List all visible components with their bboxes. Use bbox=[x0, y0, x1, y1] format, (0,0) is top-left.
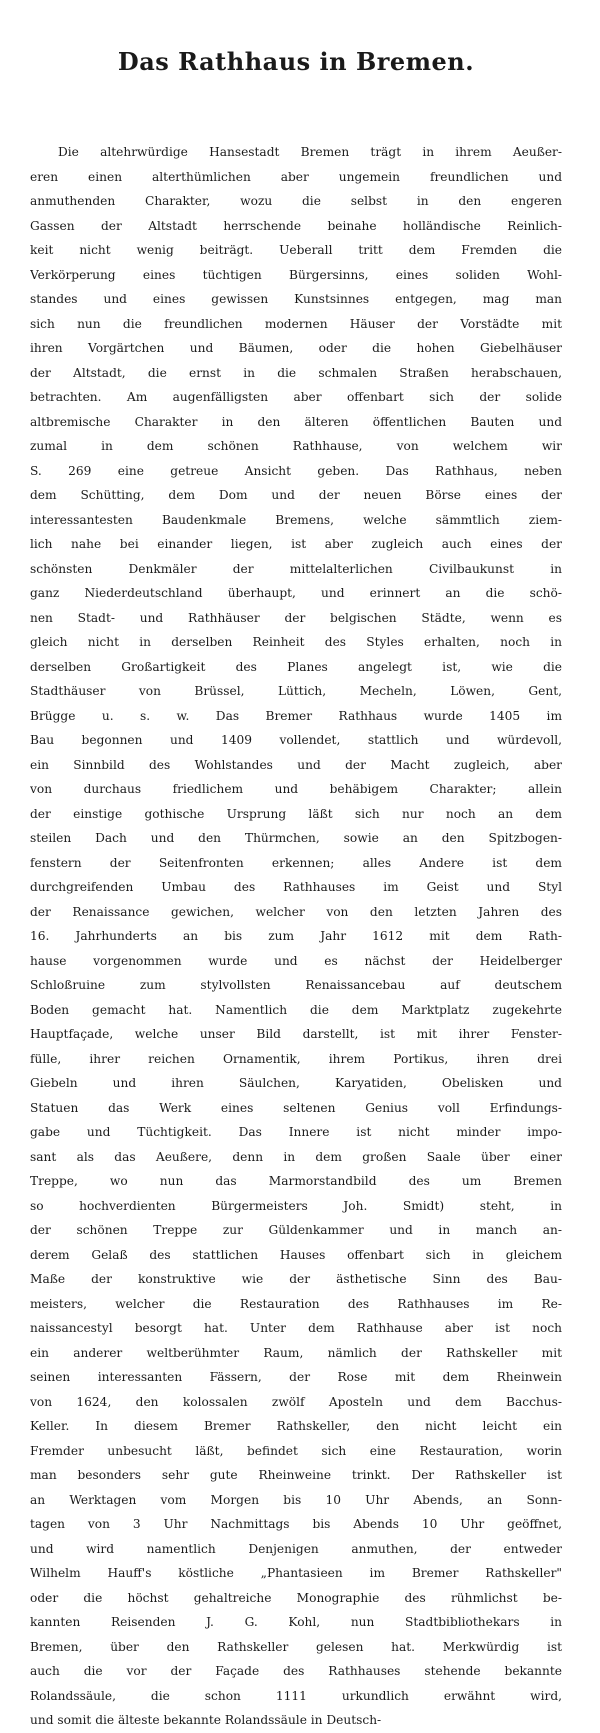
text-line: Gassen der Altstadt herrschende beinahe holländische Reinlich- bbox=[30, 218, 562, 233]
text-line: meisters, welcher die Restauration des Rathhauses im Re- bbox=[30, 1296, 562, 1311]
text-line: hause vorgenommen wurde und es nächst der Heidelberger bbox=[30, 953, 562, 968]
text-line: derselben Großartigkeit des Planes angelegt ist, wie die bbox=[30, 659, 562, 674]
text-line: der Altstadt, die ernst in die schmalen Straßen herabschauen, bbox=[30, 365, 562, 380]
text-line: interessantesten Baudenkmale Bremens, welche sämmtlich ziem- bbox=[30, 512, 562, 527]
text-line: 16. Jahrhunderts an bis zum Jahr 1612 mit dem Rath- bbox=[30, 929, 562, 943]
article-title: Das Rathhaus in Bremen. bbox=[117, 47, 475, 76]
text-line: Schloßruine zum stylvollsten Renaissancebau auf deutschem bbox=[30, 978, 562, 992]
text-line: Stadthäuser von Brüssel, Lüttich, Mecheln, Löwen, Gent, bbox=[30, 684, 562, 698]
text-line: Boden gemacht hat. Namentlich die dem Marktplatz zugekehrte bbox=[30, 1002, 562, 1017]
text-line: Rolandssäule, die schon 1111 urkundlich erwähnt wird, bbox=[30, 1688, 562, 1703]
text-line: eren einen alterthümlichen aber ungemein freundlichen und bbox=[30, 169, 562, 184]
text-line: gleich nicht in derselben Reinheit des Styles erhalten, noch in bbox=[30, 635, 562, 649]
text-line: Wilhelm Hauff's köstliche „Phantasieen im Bremer Rathskeller" bbox=[30, 1566, 562, 1580]
text-line: und somit die älteste bekannte Rolandssäule in Deutsch- bbox=[30, 1713, 382, 1727]
text-line: Maße der konstruktive wie der ästhetische Sinn des Bau- bbox=[30, 1272, 562, 1286]
text-line: fenstern der Seitenfronten erkennen; alles Andere ist dem bbox=[30, 855, 562, 870]
text-line: Hauptfaçade, welche unser Bild darstellt, ist mit ihrer Fenster- bbox=[30, 1027, 562, 1041]
text-line: so hochverdienten Bürgermeisters Joh. Smidt) steht, in bbox=[30, 1198, 562, 1213]
text-line: oder die höchst gehaltreiche Monographie des rühmlichst be- bbox=[30, 1590, 562, 1605]
text-line: und wird namentlich Denjenigen anmuthen, der entweder bbox=[30, 1541, 562, 1556]
text-line: Verkörperung eines tüchtigen Bürgersinns, eines soliden Wohl- bbox=[30, 267, 562, 282]
text-line: derem Gelaß des stattlichen Hauses offenbart sich in gleichem bbox=[30, 1247, 562, 1262]
text-line: auch die vor der Façade des Rathhauses stehende bekannte bbox=[30, 1664, 562, 1678]
text-line: Bremen, über den Rathskeller gelesen hat. Merkwürdig ist bbox=[30, 1639, 562, 1654]
text-line: Treppe, wo nun das Marmorstandbild des um Bremen bbox=[30, 1174, 562, 1188]
text-line: Giebeln und ihren Säulchen, Karyatiden, Obelisken und bbox=[30, 1076, 562, 1090]
text-line: lich nahe bei einander liegen, ist aber zugleich auch eines der bbox=[30, 537, 562, 551]
text-line: Bau begonnen und 1409 vollendet, stattlich und würdevoll, bbox=[30, 733, 562, 747]
text-line: keit nicht wenig beiträgt. Ueberall tritt dem Fremden die bbox=[30, 243, 562, 257]
text-line: man besonders sehr gute Rheinweine trinkt. Der Rathskeller ist bbox=[30, 1468, 562, 1482]
text-line: der Renaissance gewichen, welcher von den letzten Jahren des bbox=[30, 904, 562, 919]
text-line: von durchaus friedlichem und behäbigem Charakter; allein bbox=[30, 782, 562, 796]
text-line: von 1624, den kolossalen zwölf Aposteln und dem Bacchus- bbox=[30, 1394, 562, 1409]
text-line: seinen interessanten Fässern, der Rose mit dem Rheinwein bbox=[30, 1370, 562, 1384]
text-line: zumal in dem schönen Rathhause, von welchem wir bbox=[30, 439, 562, 453]
text-line: sich nun die freundlichen modernen Häuser der Vorstädte mit bbox=[30, 316, 562, 331]
text-line: Statuen das Werk eines seltenen Genius voll Erfindungs- bbox=[30, 1100, 562, 1115]
article-body bbox=[30, 140, 562, 1733]
text-line: sant als das Aeußere, denn in dem großen Saale über einer bbox=[30, 1149, 562, 1164]
text-line: gabe und Tüchtigkeit. Das Innere ist nicht minder impo- bbox=[30, 1125, 562, 1139]
text-line: nen Stadt- und Rathhäuser der belgischen Städte, wenn es bbox=[30, 610, 562, 625]
text-line: ganz Niederdeutschland überhaupt, und erinnert an die schö- bbox=[30, 586, 562, 600]
text-line: anmuthenden Charakter, wozu die selbst in den engeren bbox=[30, 194, 562, 208]
text-line: durchgreifenden Umbau des Rathhauses im Geist und Styl bbox=[30, 880, 562, 894]
text-line: S. 269 eine getreue Ansicht geben. Das Rathhaus, neben bbox=[30, 463, 562, 478]
text-line: der schönen Treppe zur Güldenkammer und in manch an- bbox=[30, 1223, 562, 1237]
text-line: kannten Reisenden J. G. Kohl, nun Stadtbibliothekars in bbox=[30, 1615, 562, 1629]
text-line: Keller. In diesem Bremer Rathskeller, den nicht leicht ein bbox=[30, 1419, 562, 1433]
text-line: an Werktagen vom Morgen bis 10 Uhr Abends, an Sonn- bbox=[30, 1492, 562, 1507]
text-line: steilen Dach und den Thürmchen, sowie an den Spitzbogen- bbox=[30, 831, 562, 845]
text-line: ihren Vorgärtchen und Bäumen, oder die hohen Giebelhäuser bbox=[30, 341, 562, 355]
text-line: ein anderer weltberühmter Raum, nämlich der Rathskeller mit bbox=[30, 1345, 562, 1360]
text-line: Fremder unbesucht läßt, befindet sich eine Restauration, worin bbox=[30, 1443, 562, 1458]
text-line: Brügge u. s. w. Das Bremer Rathhaus wurde 1405 im bbox=[30, 708, 562, 723]
text-line: schönsten Denkmäler der mittelalterlichen Civilbaukunst in bbox=[30, 561, 562, 576]
text-line: Die altehrwürdige Hansestadt Bremen trägt in ihrem Aeußer- bbox=[58, 145, 562, 159]
text-line: tagen von 3 Uhr Nachmittags bis Abends 10 Uhr geöffnet, bbox=[30, 1517, 562, 1531]
text-line: dem Schütting, dem Dom und der neuen Börse eines der bbox=[30, 488, 562, 502]
text-line: betrachten. Am augenfälligsten aber offenbart sich der solide bbox=[30, 390, 562, 404]
text-line: ein Sinnbild des Wohlstandes und der Macht zugleich, aber bbox=[30, 757, 562, 772]
text-line: fülle, ihrer reichen Ornamentik, ihrem Portikus, ihren drei bbox=[30, 1051, 562, 1066]
text-line: standes und eines gewissen Kunstsinnes entgegen, mag man bbox=[30, 292, 562, 306]
text-line: altbremische Charakter in den älteren öffentlichen Bauten und bbox=[30, 414, 562, 429]
text-line: naissancestyl besorgt hat. Unter dem Rathhause aber ist noch bbox=[30, 1321, 562, 1335]
text-line: der einstige gothische Ursprung läßt sich nur noch an dem bbox=[30, 806, 562, 821]
